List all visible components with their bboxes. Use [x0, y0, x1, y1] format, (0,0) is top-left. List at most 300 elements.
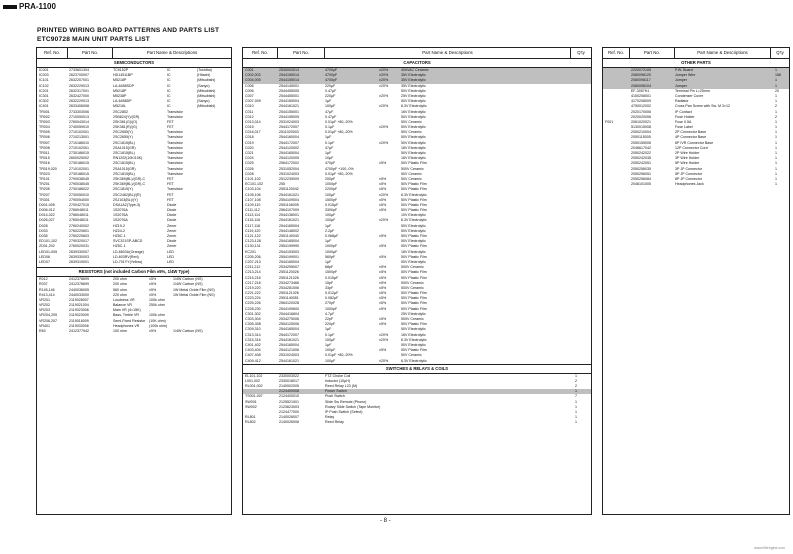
table-cell: 100k ohm — [149, 313, 165, 318]
table-cell: 2544172007 — [279, 140, 299, 145]
table-cell: 0.01µF +80,-20% — [325, 130, 353, 135]
table-cell: HZ24-2 — [113, 228, 125, 233]
table-cell: Main VR (4×15K) — [113, 308, 141, 313]
table-cell: SW001 — [245, 399, 257, 404]
table-cell: 2544165004 — [279, 151, 299, 155]
table-cell: 220µF — [325, 83, 336, 88]
table-cell: 50V Electrolytic — [401, 135, 426, 140]
table-cell: C025 — [245, 161, 254, 166]
table-cell: 1 — [775, 130, 777, 135]
table-cell: ±5% — [379, 322, 387, 327]
table-cell: 2P Connector Base — [675, 130, 707, 135]
table-cell — [603, 182, 629, 187]
table-cell: 2564172002 — [279, 161, 299, 166]
table-cell: Diode — [167, 239, 177, 244]
table-cell: 2140026006 — [279, 420, 299, 425]
table-cell: Slide Sw Remote (Phono) — [325, 399, 367, 404]
table-cell: Jumper Wire — [675, 73, 696, 78]
table-cell: 2632207001 — [69, 78, 89, 83]
table-cell: 2220072105 — [631, 68, 651, 72]
table-cell: Fuse 0.5A — [675, 119, 692, 124]
table-cell: C211,212 — [245, 265, 261, 270]
section-capacitors: CAPACITORS — [243, 59, 591, 68]
table-cell: 2760240002 — [69, 223, 89, 228]
table-cell: IC302 — [39, 99, 49, 104]
table-cell: VR201 — [39, 297, 50, 302]
table-cell: 2544455001 — [279, 93, 299, 98]
table-cell: C221,222 — [245, 291, 261, 296]
table-cell: LD-701YY(Yellow) — [113, 259, 143, 264]
table-cell: TR008 — [39, 145, 50, 150]
table-cell: VR401 — [39, 323, 50, 328]
table-cell: 50V Electrolytic — [401, 239, 426, 244]
table-cell: C228,230 — [245, 306, 261, 311]
table-cell: 2123623003 — [279, 404, 299, 409]
table-cell: 560pF — [325, 254, 336, 259]
table-cell: 2700427015 — [69, 202, 89, 207]
table-cell: 16V Electrolytic — [401, 156, 426, 161]
table-cell: 4P Connector Base — [675, 135, 707, 140]
table-cell: 0.47µF — [325, 114, 337, 119]
table-cell: FET — [167, 119, 174, 124]
table-cell: 1 — [775, 135, 777, 140]
table-cell: 0.015µF — [325, 275, 339, 280]
table-cell: 2760020031 — [69, 244, 89, 249]
table-cell: 50V Electrolytic — [401, 228, 426, 233]
table-cell: 50V Ceramic — [401, 119, 422, 124]
table-cell: TR205 — [39, 187, 50, 192]
table-cell — [195, 260, 231, 265]
table-cell: 1/4W Carbon (NS) — [173, 329, 203, 333]
table-cell: 2SC1815(BL) — [113, 140, 135, 145]
table-cell: LED06 — [39, 254, 50, 259]
table-cell: 35V Electrolytic — [401, 83, 426, 88]
table-cell: ±5% — [379, 296, 387, 301]
table-cell: 220pF — [325, 322, 336, 327]
table-cell: 2544120005 — [279, 156, 299, 161]
table-cell: 0.1µF — [325, 125, 335, 130]
table-cell: 2440036005 — [69, 287, 89, 292]
table-cell: C103,104 — [245, 187, 261, 192]
table-cell: C101,102 — [245, 176, 261, 181]
table-cell: (Sanyo) — [197, 99, 210, 104]
table-cell: 2632229013 — [69, 99, 89, 104]
table-cell: ±20% — [379, 83, 389, 88]
table-cell: 2534273466 — [279, 280, 299, 285]
table-cell: 33pF — [325, 285, 334, 290]
table-cell: ED101,102 — [39, 239, 57, 244]
table-cell: 50V Electrolytic — [401, 223, 426, 228]
table-cell: ±20% — [379, 358, 389, 363]
table-cell: ±20% — [379, 93, 389, 98]
table-cell: F001 — [605, 119, 614, 124]
table-cell: 2050210004 — [631, 130, 651, 135]
table-cell: 2544165004 — [279, 259, 299, 264]
table-cell: IC201 — [39, 88, 49, 93]
table-cell: 2412377942 — [69, 329, 89, 333]
table-cell: IC — [167, 104, 171, 109]
table-cell: 500V Ceramic — [401, 317, 424, 321]
table-cell: ±20% — [379, 125, 389, 130]
col-name: Part Name & Descriptions — [675, 48, 771, 58]
table-cell: 2551120042 — [279, 187, 299, 192]
table-cell: IC003 — [39, 73, 49, 78]
table-cell: 6.3V Electrolytic — [401, 358, 427, 363]
table-cell: 2564107009 — [279, 208, 299, 213]
table-cell: TR301 — [39, 197, 50, 202]
table-row — [37, 329, 231, 334]
table-cell: 1µF — [325, 135, 332, 140]
table-cell: (Hitachi) — [197, 73, 211, 78]
table-cell: 2020020006 — [631, 114, 651, 119]
table-cell: 22pF — [325, 317, 334, 321]
table-cell: ±20% — [379, 68, 389, 72]
table-cell: C205,206 — [245, 254, 261, 259]
table-cell: 1000pF — [325, 306, 338, 311]
table-cell: IC — [167, 78, 171, 83]
table-cell: ±20% — [379, 218, 389, 223]
table-cell: Cross Pan Screw with Sw. M 3×12 — [675, 104, 731, 109]
table-cell: 50V Plastic Film — [401, 275, 427, 280]
table-cell: RL802 — [245, 420, 256, 425]
table-cell: 2124477000 — [279, 410, 299, 414]
table-cell: 500V Ceramic — [401, 265, 424, 270]
table-cell: R413,414 — [39, 292, 55, 297]
table-cell: C015 — [245, 125, 254, 130]
table-cell: 1000µF — [325, 249, 338, 254]
table-cell: C006 — [245, 88, 254, 93]
table-cell: 47µF — [325, 145, 334, 150]
table-cell: D026,027 — [39, 218, 55, 223]
table-cell: 50V Plastic Film — [401, 291, 427, 296]
table-cell: C026 — [245, 166, 254, 171]
table-cell: ±5% — [379, 197, 387, 202]
table-cell: TR004 — [39, 125, 50, 130]
table-cell: ±5% — [149, 287, 157, 292]
col-qty: Q'ty — [776, 50, 784, 55]
table-cell: 50V Electrolytic — [401, 342, 426, 347]
table-cell: 2SC1815(BL) — [113, 161, 135, 166]
table-cell: 1 — [775, 145, 777, 150]
caps-column-header — [243, 48, 591, 59]
table-cell: 50V Ceramic — [401, 353, 422, 358]
table-cell: Transistor — [167, 161, 183, 166]
table-cell: ±5% — [379, 182, 387, 187]
table-cell: 50V Electrolytic — [401, 125, 426, 130]
table-cell: 2 — [775, 114, 777, 119]
table-cell: 1 — [575, 410, 577, 414]
col-name: Part Name & Descriptions — [325, 48, 571, 58]
table-cell: 2544155014 — [279, 73, 299, 78]
table-cell: P.W. Board — [675, 68, 693, 72]
table-cell: TR002 — [39, 114, 50, 119]
table-cell: 0.068µF — [325, 234, 339, 238]
table-cell: 2551140051 — [279, 296, 299, 301]
table-cell: FET — [167, 176, 174, 181]
table-cell: 2766048011 — [69, 208, 89, 213]
table-cell: Power Switch — [325, 389, 347, 394]
table-cell: LA-6458DP — [113, 99, 132, 104]
table-cell: C011 — [245, 109, 254, 114]
table-cell: 1/4W Carbon (NS) — [173, 282, 203, 287]
table-cell: Transistor — [167, 135, 183, 140]
table-cell: 2050155006 — [631, 140, 651, 145]
table-cell: (100k ohm) — [149, 323, 168, 328]
table-cell: Zener — [167, 228, 177, 233]
table-cell: 2P Wire Holder — [675, 151, 700, 155]
table-cell: 2534281006 — [279, 285, 299, 290]
table-cell: 10µF — [325, 156, 334, 161]
table-cell: 4150208001 — [631, 93, 651, 98]
table-cell: 6.3V Electrolytic — [401, 337, 427, 342]
table-cell: 50V Electrolytic — [401, 140, 426, 145]
table-cell: M5218P — [113, 88, 127, 93]
table-cell: IC401 — [39, 104, 49, 109]
table-cell: 100µF — [325, 348, 336, 353]
table-cell: 250k ohm — [149, 303, 165, 308]
col-ref: Ref. No. — [37, 48, 68, 58]
table-cell: RL801 — [245, 415, 256, 420]
table-cell: R63 — [39, 329, 46, 333]
table-cell: 2790038045 — [69, 176, 89, 181]
col-ref: Ref. No. — [243, 48, 278, 58]
table-cell: Bass, Treble VR — [113, 313, 139, 318]
table-cell: D001-005 — [39, 202, 55, 207]
table-cell: TR003 — [39, 119, 50, 124]
table-cell: 2119016009 — [69, 318, 89, 323]
table-cell: 2SK369(BL)/(GR)-C — [113, 182, 146, 187]
table-cell: ±5% — [379, 244, 387, 249]
table-cell: IC — [167, 93, 171, 98]
table-cell: 50V Plastic Film — [401, 244, 427, 249]
table-cell: 2544161021 — [279, 358, 299, 363]
table-cell: 1 — [575, 415, 577, 420]
table-cell: 1 — [775, 78, 777, 83]
col-part: Part No. — [68, 48, 113, 58]
table-cell: (Sanyo) — [197, 83, 210, 88]
table-cell: 500V Ceramic — [401, 280, 424, 285]
table-cell: SW002 — [245, 404, 257, 409]
table-cell: IC — [167, 68, 171, 72]
table-cell: 0.082µF — [325, 296, 339, 301]
table-cell: 2020170006 — [631, 109, 651, 114]
table-cell: C123-128 — [245, 239, 261, 244]
table-cell: 3P Wire Holder — [675, 156, 700, 161]
table-cell: 50V Electrolytic — [401, 327, 426, 332]
table-cell: IC — [167, 73, 171, 78]
semiconductors-panel — [36, 47, 232, 515]
table-cell: 1 — [575, 373, 577, 378]
table-cell: SVC321SP-ABCD — [113, 239, 143, 244]
table-cell: 2632229013 — [69, 83, 89, 88]
table-cell: 0.1µF — [325, 140, 335, 145]
table-cell: ±5% — [379, 234, 387, 238]
table-cell: 2551121026 — [279, 275, 299, 280]
table-cell: Rotary Slide Switch (Tape Monitor) — [325, 404, 381, 409]
table-cell: 16V Electrolytic — [401, 109, 426, 114]
table-cell: Transistor — [167, 187, 183, 192]
table-cell: 50V Ceramic — [401, 130, 422, 135]
table-cell: 25V Electrolytic — [401, 93, 426, 98]
table-cell: ±5% — [149, 292, 157, 297]
table-cell: 2534295007 — [279, 265, 299, 270]
table-cell: IC — [167, 88, 171, 93]
table-cell: 2551121026 — [279, 291, 299, 296]
table-cell: C024 — [245, 156, 254, 161]
table-cell: 2544161021 — [279, 104, 299, 109]
table-cell: 220 ohm — [113, 292, 127, 297]
table-cell: FET — [167, 197, 174, 202]
table-cell: IC — [167, 83, 171, 88]
table-cell: TR015 — [39, 156, 50, 161]
resistors-list — [37, 277, 231, 334]
table-cell: 2SA1015(GR) — [113, 166, 136, 171]
table-cell: ±5% — [149, 329, 157, 333]
table-cell: FET — [167, 182, 174, 187]
table-cell: FET — [167, 125, 174, 130]
table-cell: 2544136001 — [279, 213, 299, 218]
table-cell: ±5% — [379, 275, 387, 280]
table-cell: Transistor — [167, 151, 183, 155]
table-cell: 4700pF — [325, 78, 338, 83]
table-cell: C004,005 — [245, 78, 261, 83]
table-cell: 2119033006 — [69, 323, 89, 328]
table-cell: 500V Ceramic — [401, 166, 424, 171]
table-cell: 4.7µF — [325, 311, 335, 316]
table-cell: 2544161021 — [279, 337, 299, 342]
table-cell: 200pF — [325, 176, 336, 181]
table-cell: C407,408 — [245, 353, 261, 358]
table-cell: 2551140040 — [279, 234, 299, 238]
table-cell: FET — [167, 192, 174, 197]
table-cell: C305-308 — [245, 322, 261, 327]
table-cell: 2119023006 — [69, 308, 89, 313]
table-cell: Diode — [167, 208, 177, 213]
table-cell: 1 — [775, 68, 777, 72]
table-cell: TR207 — [39, 192, 50, 197]
table-cell: ±5% — [379, 161, 387, 166]
table-cell: IC — [167, 99, 171, 104]
table-cell: Transistor — [167, 156, 183, 161]
table-cell: 4750012002 — [631, 104, 651, 109]
table-cell: D028 — [39, 223, 48, 228]
table-cell: ±5% — [379, 285, 387, 290]
table-row — [603, 182, 789, 187]
table-cell: 50V Electrolytic — [401, 259, 426, 264]
capacitors-panel — [242, 47, 592, 515]
col-ref: Ref. No. — [603, 48, 630, 58]
table-cell: VR204,205 — [39, 313, 57, 318]
table-cell: D035 — [39, 234, 48, 238]
table-cell: C113,114 — [245, 213, 261, 218]
table-cell: 6.3V Electrolytic — [401, 192, 427, 197]
table-cell: 2531024003 — [279, 171, 299, 176]
table-cell: 2125521001 — [279, 399, 299, 404]
table-cell: 16V Electrolytic — [401, 145, 426, 150]
table-cell: 2544172007 — [279, 332, 299, 337]
table-cell: 2710186010 — [69, 140, 89, 145]
table-cell: ±5% — [379, 176, 387, 181]
table-cell: 470pF — [325, 161, 336, 166]
table-cell: ±5% — [379, 265, 387, 270]
table-cell: Headphones Jack — [675, 182, 704, 187]
table-cell: 2330018017 — [279, 378, 299, 383]
table-cell: 3300pF — [325, 208, 338, 213]
table-cell: 50V Plastic Film — [401, 322, 427, 327]
table-cell: C119,120 — [245, 228, 261, 233]
table-cell: 1500pF — [325, 270, 338, 275]
table-cell: C225,226 — [245, 301, 261, 306]
table-cell: 2544121006 — [279, 348, 299, 353]
table-cell: 0.01µF +80,-20% — [325, 119, 353, 124]
table-cell: LA-6458SDP — [113, 83, 134, 88]
table-cell: 2790038045 — [69, 182, 89, 187]
table-cell: ±20% — [379, 332, 389, 337]
caps-list — [243, 68, 591, 364]
table-cell: 1 — [775, 171, 777, 176]
table-cell: R012 — [39, 277, 48, 282]
table-cell: EL101,102 — [245, 373, 263, 378]
table-cell: C012 — [245, 114, 254, 119]
table-cell: 2544155005 — [279, 114, 299, 119]
table-cell: HZ5C-1 — [113, 244, 126, 249]
table-cell: 200 ohm — [113, 282, 127, 287]
table-cell: 2544120002 — [279, 145, 299, 150]
table-cell: VR206,207 — [39, 318, 57, 323]
table-cell: 2544161021 — [279, 218, 299, 223]
table-cell: 2140002005 — [279, 384, 299, 389]
table-cell: 1W Metal Oxide Film (NS) — [173, 292, 215, 297]
table-cell: LD-6603U(Orange) — [113, 249, 144, 254]
table-cell: C020 — [245, 145, 254, 150]
table-cell: ±5% — [379, 280, 387, 285]
table-cell: 16V Electrolytic — [401, 249, 426, 254]
table-cell: Transistor — [167, 114, 183, 119]
table-cell: M5218P — [113, 78, 127, 83]
table-cell: 2330003022 — [279, 373, 299, 378]
model-label: PRA-1100 — [19, 2, 56, 11]
table-cell: C013,014 — [245, 119, 261, 124]
table-cell: IP Contact — [675, 109, 692, 114]
table-cell: Semi-Fixed Resistor — [113, 318, 146, 323]
table-cell: 3P JP Connector — [675, 166, 703, 171]
table-cell: 100µF — [325, 213, 336, 218]
table-cell: 2730186015 — [69, 171, 89, 176]
table-cell: IP Push Switch (Select) — [325, 410, 363, 414]
table-cell: 50V Plastic Film — [401, 296, 427, 301]
table-cell: 2790320017 — [69, 239, 89, 244]
table-cell: C303,304 — [245, 317, 261, 321]
table-cell: C117,118 — [245, 223, 261, 228]
table-cell: 5P JP Connector — [675, 171, 703, 176]
table-cell: 50V Electrolytic — [401, 151, 426, 155]
table-cell: M5216L — [113, 104, 126, 109]
semis-list — [37, 68, 231, 265]
table-cell: HZ19-2 — [113, 223, 125, 228]
table-cell: 2551120026 — [279, 270, 299, 275]
table-cell: (Mitsubishi) — [197, 78, 216, 83]
col-part: Part No. — [278, 48, 325, 58]
table-cell: 255 — [279, 182, 285, 187]
table-cell: (10K ohm) — [149, 318, 166, 323]
table-cell: 100µF — [325, 192, 336, 197]
table-cell: 2SA1015(GR) — [113, 145, 136, 150]
document-titles — [37, 26, 219, 44]
table-cell: 2SC1815(Y) — [113, 187, 133, 192]
table-cell: 2733303006 — [69, 109, 89, 114]
table-cell: 2765048011 — [69, 218, 89, 223]
table-cell: 2 — [575, 384, 577, 389]
